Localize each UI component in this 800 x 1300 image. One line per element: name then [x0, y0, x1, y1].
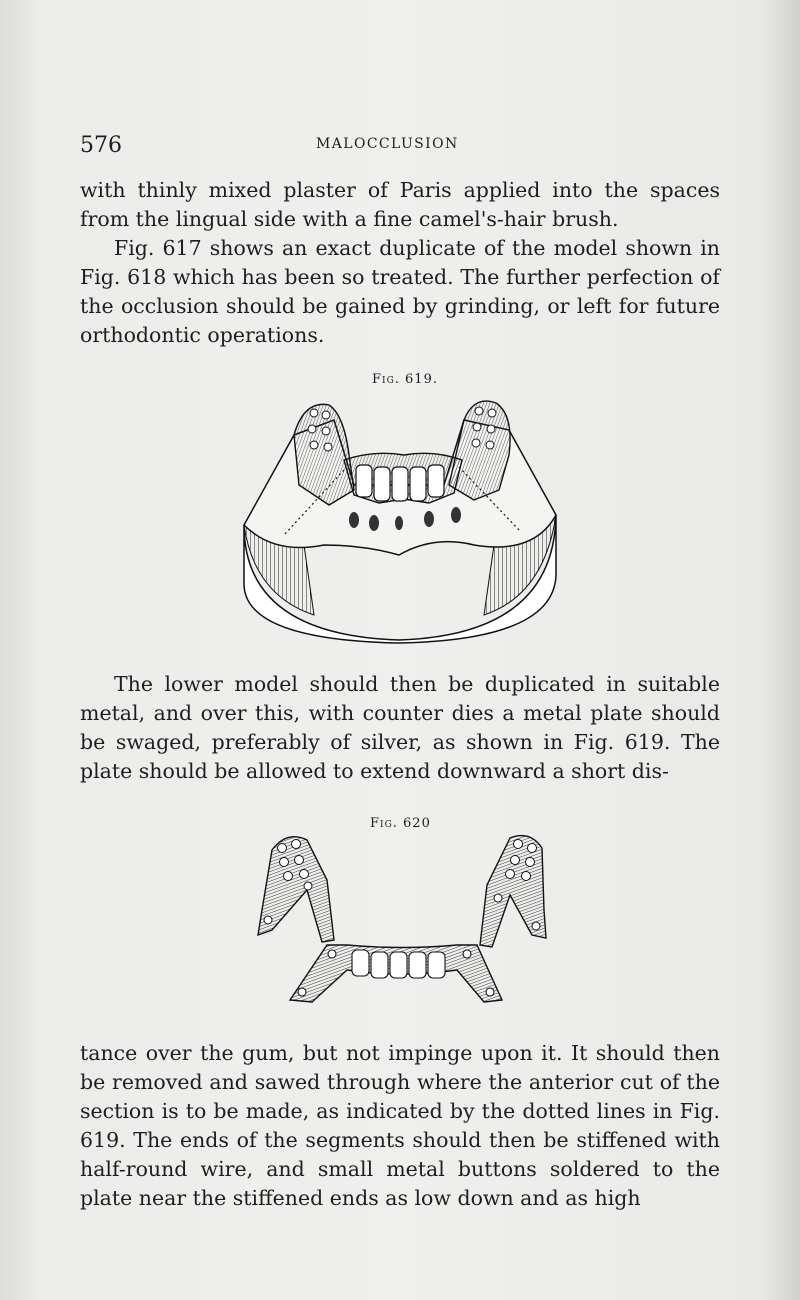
left-segment: [258, 837, 334, 942]
running-head: MALOCCLUSION: [316, 136, 459, 152]
figure-620-illustration: [252, 830, 552, 1010]
paragraph-2: Fig. 617 shows an exact duplicate of the model shown in Fig. 618 which has been so treated. The further perfection of the occlusion should be gained by grinding, or left for future orthodontic operations.: [80, 236, 720, 347]
figure-619-illustration: [234, 395, 564, 645]
paragraph-4: tance over the gum, but not impinge upon it. It should then be removed and sawed through where the anterior cut of the section is to be made, as indicated by the dotted lines in Fig. 619. The ends of the segments should then be stiffened with half-round wire, and small metal buttons soldered to the plate near the stiffened ends as low down and as high: [80, 1041, 720, 1210]
paragraph-1: with thinly mixed plaster of Paris applied into the spaces from the lingual side with a fine camel's-hair brush.: [80, 178, 720, 231]
page-number: 576: [80, 133, 122, 158]
right-segment: [480, 836, 546, 947]
figure-619-caption: Fig. 619.: [372, 372, 438, 387]
figure-620-caption: Fig. 620: [370, 816, 431, 831]
front-segment: [290, 945, 502, 1002]
paragraph-3: The lower model should then be duplicated in suitable metal, and over this, with counter dies a metal plate should be swaged, preferably of silver, as shown in Fig. 619. The plate should be allowed to extend downward a short dis-: [80, 672, 720, 783]
